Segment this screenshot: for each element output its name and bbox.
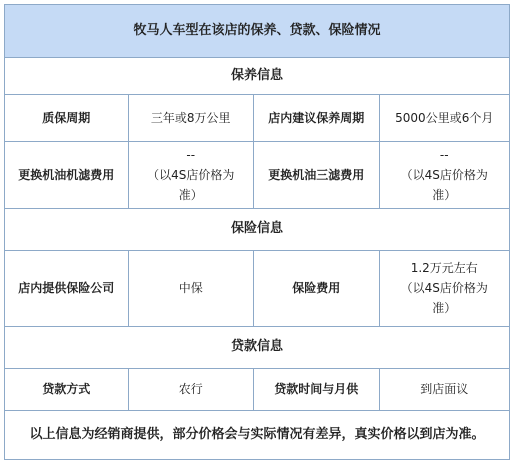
maintenance-interval-label: 店内建议保养周期 [254,95,380,141]
maintenance-interval-value: 5000公里或6个月 [380,95,510,141]
three-filter-cost-value [380,142,510,209]
loan-method-label: 贷款方式 [5,369,129,411]
oil-filter-cost-line: 准） [178,187,203,202]
warranty-value: 三年或8万公里 [129,95,255,141]
loan-section-title: 贷款信息 [5,327,509,369]
insurance-company-label: 店内提供保险公司 [5,251,129,327]
disclaimer-footer: 以上信息为经销商提供，部分价格会与实际情况有差异，真实价格以到店为准。 [29,426,485,442]
dealer-info-table [4,4,510,460]
loan-term-label: 贷款时间与月供 [254,369,380,411]
loan-method-value: 农行 [129,369,255,411]
insurance-section-title: 保险信息 [5,209,509,251]
insurance-cost-label: 保险费用 [254,251,380,327]
three-filter-cost-line: -- [439,147,449,162]
insurance-cost-line: 准） [432,301,457,316]
warranty-label: 质保周期 [5,95,129,141]
insurance-cost-line: （以4S店价格为 [400,281,488,296]
insurance-cost-value [380,251,510,327]
table-title: 牧马人车型在该店的保养、贷款、保险情况 [5,5,509,58]
three-filter-cost-line: （以4S店价格为 [400,167,488,182]
oil-filter-cost-value [129,142,255,209]
insurance-cost-line: 1.2万元左右 [410,261,478,276]
three-filter-cost-label: 更换机油三滤费用 [254,142,380,209]
maintenance-section-title: 保养信息 [5,58,509,96]
oil-filter-cost-line: （以4S店价格为 [147,167,235,182]
three-filter-cost-line: 准） [432,187,457,202]
loan-term-value: 到店面议 [380,369,510,411]
oil-filter-cost-line: -- [186,147,196,162]
insurance-company-value: 中保 [129,251,255,327]
oil-filter-cost-label: 更换机油机滤费用 [5,142,129,209]
